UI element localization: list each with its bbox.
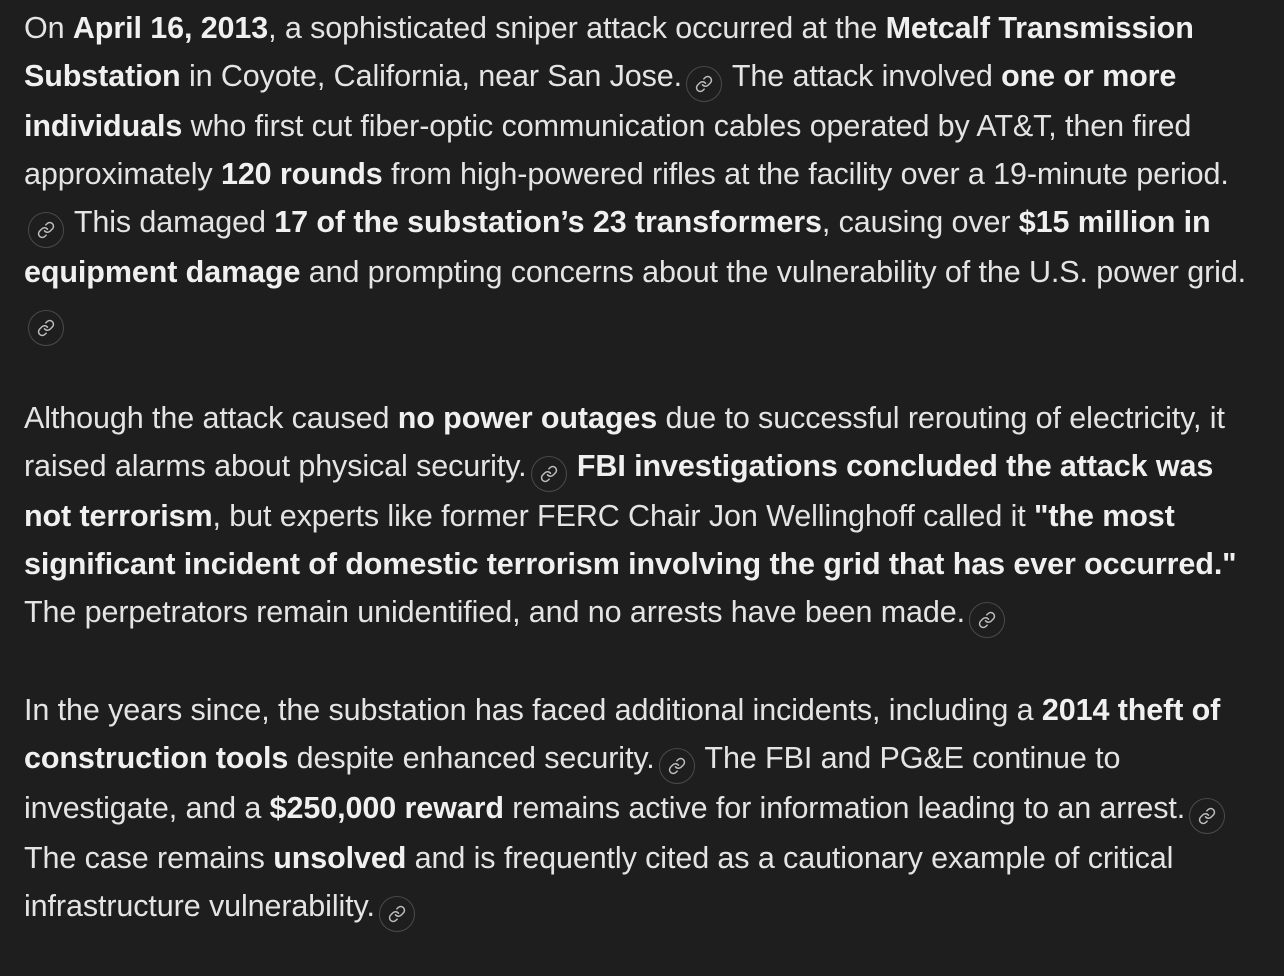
text-segment: , a sophisticated sniper attack occurred at the: [268, 11, 886, 45]
link-icon: [668, 757, 686, 775]
text-segment: The FBI and PG&E continue to investigate, and a: [24, 741, 1121, 825]
bold-text: unsolved: [273, 841, 407, 875]
text-segment: On: [24, 11, 73, 45]
bold-text: FBI investigations concluded the attack was not terrorism: [24, 449, 1214, 533]
text-segment: The perpetrators remain unidentified, and no arrests have been made.: [24, 595, 965, 629]
citation-link-button[interactable]: [531, 456, 567, 492]
text-segment: remains active for information leading to an arrest.: [503, 791, 1186, 825]
bold-text: 2014 theft of construction tools: [24, 693, 1221, 775]
citation-link-button[interactable]: [686, 66, 722, 102]
text-segment: from high-powered rifles at the facility over a 19-minute period.: [382, 157, 1229, 191]
bold-text: $15 million in equipment damage: [24, 205, 1211, 289]
text-segment: Although the attack caused: [24, 401, 398, 435]
citation-link-button[interactable]: [969, 602, 1005, 638]
citation-link-button[interactable]: [379, 896, 415, 932]
link-icon: [540, 465, 558, 483]
text-segment: and prompting concerns about the vulnerability of the U.S. power grid.: [300, 255, 1247, 289]
bold-text: 120 rounds: [220, 157, 383, 191]
link-icon: [37, 221, 55, 239]
text-segment: in Coyote, California, near San Jose.: [180, 59, 683, 93]
text-segment: [569, 449, 577, 483]
citation-link-button[interactable]: [1189, 798, 1225, 834]
link-icon: [37, 319, 55, 337]
answer-paragraph: [24, 4, 1260, 346]
bold-text: April 16, 2013: [72, 11, 269, 45]
bold-text: one or more individuals: [24, 59, 1177, 143]
text-segment: In the years since, the substation has faced additional incidents, including a: [24, 693, 1042, 727]
bold-text: 17 of the substation’s 23 transformers: [274, 205, 822, 239]
answer-paragraph: [24, 394, 1260, 638]
link-icon: [388, 905, 406, 923]
citation-link-button[interactable]: [659, 748, 695, 784]
text-segment: The attack involved: [724, 59, 1002, 93]
bold-text: $250,000 reward: [269, 791, 504, 825]
text-segment: and is frequently cited as a cautionary example of critical infrastructure vulnerability.: [24, 841, 1174, 923]
text-segment: despite enhanced security.: [288, 741, 655, 775]
bold-text: no power outages: [397, 401, 658, 435]
text-segment: The case remains: [24, 841, 274, 875]
bold-text: Metcalf Transmission Substation: [24, 11, 1194, 93]
citation-link-button[interactable]: [28, 212, 64, 248]
answer-paragraph: [24, 686, 1260, 932]
text-segment: , but experts like former FERC Chair Jon Wellinghoff called it: [212, 499, 1035, 533]
text-segment: , causing over: [821, 205, 1019, 239]
link-icon: [1198, 807, 1216, 825]
text-segment: This damaged: [66, 205, 275, 239]
link-icon: [978, 611, 996, 629]
bold-text: "the most significant incident of domestic terrorism involving the grid that has ever occurred.": [24, 499, 1237, 581]
text-segment: who first cut fiber-optic communication cables operated by AT&T, then fired approximately: [24, 109, 1192, 191]
text-segment: due to successful rerouting of electricity, it raised alarms about physical security.: [24, 401, 1225, 483]
link-icon: [695, 75, 713, 93]
citation-link-button[interactable]: [28, 310, 64, 346]
